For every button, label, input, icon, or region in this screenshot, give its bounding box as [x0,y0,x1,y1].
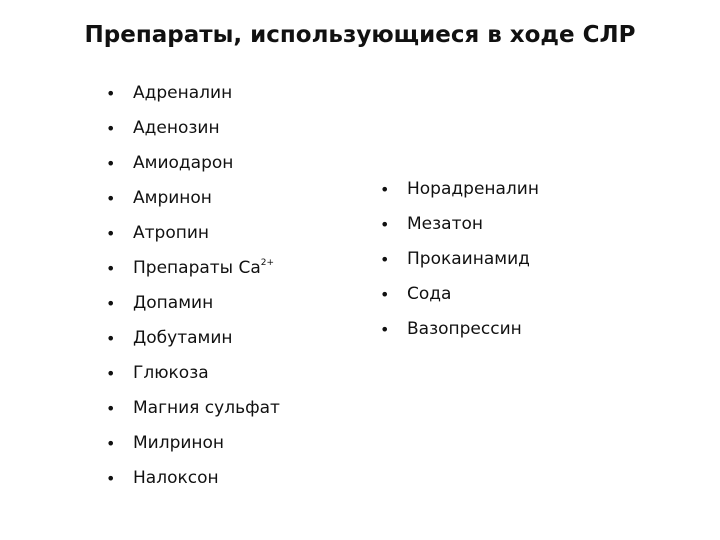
list-item-text: Амринон [133,188,212,208]
drug-list-right [380,172,539,347]
bullet-icon: • [106,399,116,418]
list-item-text: Милринон [133,433,225,453]
drug-list-left [106,76,280,496]
slide-title: Препараты, использующиеся в ходе СЛР [84,22,636,48]
list-item-text: Норадреналин [407,179,539,199]
bullet-icon: • [106,259,116,278]
list-item [380,277,539,312]
list-item [106,426,280,461]
bullet-icon: • [380,285,390,304]
list-item [380,242,539,277]
bullet-icon: • [380,180,390,199]
bullet-icon: • [106,469,116,488]
list-item-text: Мезатон [407,214,484,234]
bullet-icon: • [106,84,116,103]
list-item [380,312,539,347]
list-item [106,146,280,181]
list-item-text: Сода [407,284,452,304]
list-item [106,321,280,356]
bullet-icon: • [106,189,116,208]
bullet-icon: • [106,119,116,138]
list-item [106,76,280,111]
bullet-icon: • [106,154,116,173]
list-item-text: Амиодарон [133,153,234,173]
list-item-text: Вазопрессин [407,319,522,339]
list-item [106,216,280,251]
bullet-icon: • [106,294,116,313]
list-item [106,356,280,391]
list-item-text: Прокаинамид [407,249,530,269]
list-item-text: Магния сульфат [133,398,280,418]
list-item-superscript: 2+ [260,258,275,268]
list-item [380,207,539,242]
list-item-text: Налоксон [133,468,219,488]
list-item [380,172,539,207]
list-item-text: Аденозин [133,118,220,138]
list-item [106,181,280,216]
list-item-text: Препараты Ca [133,258,261,278]
list-item-text: Глюкоза [133,363,209,383]
list-item [106,391,280,426]
bullet-icon: • [106,434,116,453]
bullet-icon: • [106,364,116,383]
list-item [106,286,280,321]
list-item-text: Допамин [133,293,214,313]
bullet-icon: • [380,215,390,234]
bullet-icon: • [106,329,116,348]
list-item [106,461,280,496]
bullet-icon: • [106,224,116,243]
bullet-icon: • [380,320,390,339]
list-item [106,111,280,146]
list-item-text: Добутамин [133,328,233,348]
bullet-icon: • [380,250,390,269]
list-item-text: Адреналин [133,83,233,103]
list-item-text: Атропин [133,223,210,243]
list-item [106,251,280,286]
